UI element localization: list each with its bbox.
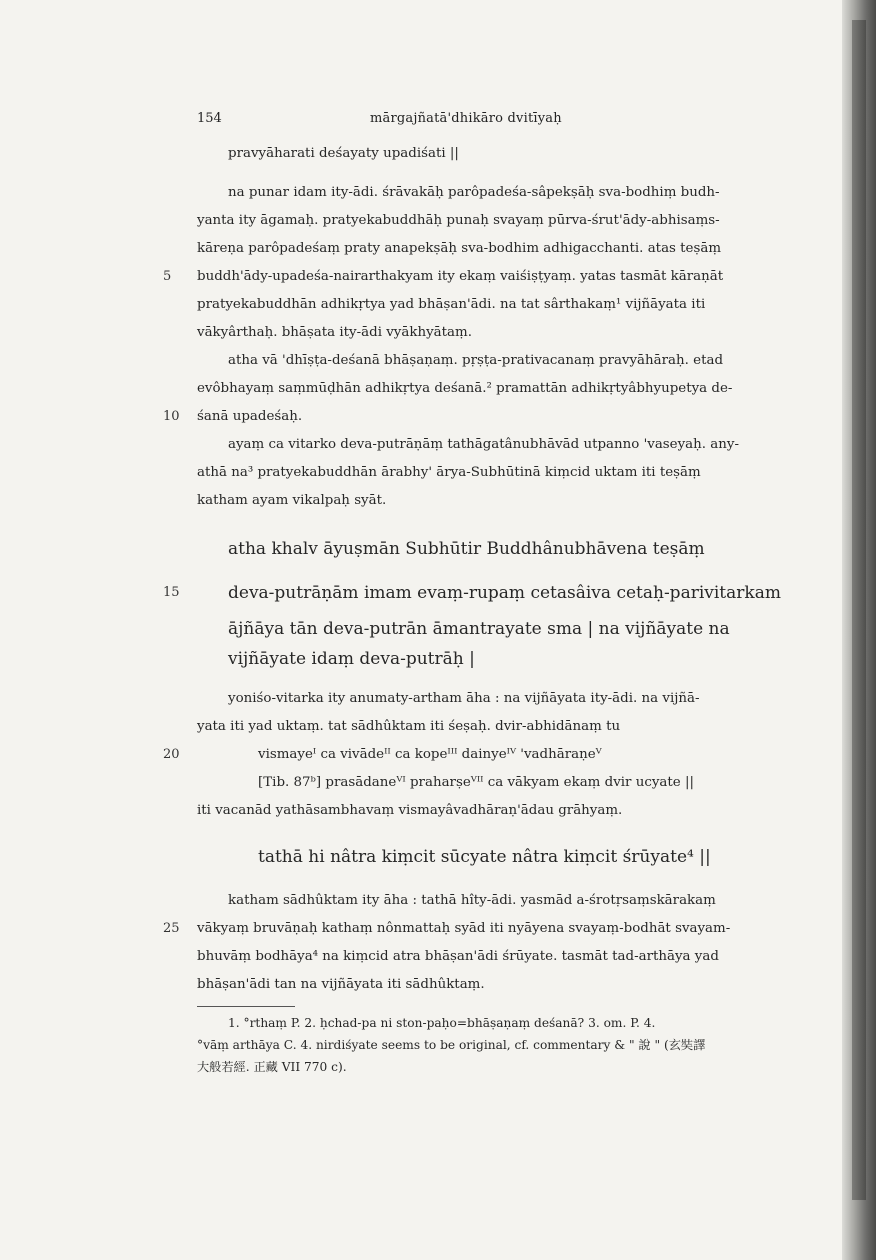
- footnote-line: 大般若經. 正藏 VII 770 c).: [197, 1060, 347, 1074]
- commentary-line: vākyaṃ bruvāṇaḥ kathaṃ nônmattaḥ syād iti nyāyena svayaṃ-bodhāt svayam-: [197, 921, 731, 936]
- commentary-line: bhāṣan'ādi tan na vijñāyata iti sādhûktaṃ.: [197, 977, 485, 992]
- footnote-rule: [197, 1006, 295, 1007]
- commentary-line: yanta ity āgamaḥ. pratyekabuddhāḥ punaḥ svayaṃ pūrva-śrut'ādy-abhisaṃs-: [197, 213, 720, 228]
- sutra-line: tathā hi nâtra kiṃcit sūcyate nâtra kiṃcit śrūyate⁴ ||: [258, 847, 711, 867]
- verse-line: pravyāharati deśayaty upadiśati ||: [228, 146, 459, 161]
- footnote-line: °vāṃ arthāya C. 4. nirdiśyate seems to be original, cf. commentary & " 說 " (玄奘譯: [197, 1038, 706, 1052]
- commentary-line: ayaṃ ca vitarko deva-putrāṇāṃ tathāgatânubhāvād utpanno 'vaseyaḥ. any-: [228, 437, 739, 452]
- commentary-line: iti vacanād yathāsambhavaṃ vismayâvadhāraṇ'ādau grāhyaṃ.: [197, 803, 623, 818]
- commentary-line: athā na³ pratyekabuddhān ārabhy' ārya-Subhūtinā kiṃcid uktam iti teṣāṃ: [197, 465, 701, 480]
- commentary-line: bhuvāṃ bodhāya⁴ na kiṃcid atra bhāṣan'ādi śrūyate. tasmāt tad-arthāya yad: [197, 949, 719, 964]
- sutra-line: ājñāya tān deva-putrān āmantrayate sma | na vijñāyate na: [228, 619, 730, 639]
- scan-edge-binding: [852, 20, 866, 1200]
- commentary-line: pratyekabuddhān adhikṛtya yad bhāṣan'ādi. na tat sârthakaṃ¹ vijñāyata iti: [197, 297, 706, 312]
- line-number: 25: [163, 921, 180, 936]
- commentary-line: evôbhayaṃ saṃmūḍhān adhikṛtya deśanā.² pramattān adhikṛtyâbhyupetya de-: [197, 381, 733, 396]
- quoted-verse-line: [Tib. 87ᵇ] prasādaneⱽᴵ praharṣeⱽᴵᴵ ca vākyam ekaṃ dvir ucyate ||: [258, 775, 694, 790]
- commentary-line: śanā upadeśaḥ.: [197, 409, 303, 424]
- sutra-line: vijñāyate idaṃ deva-putrāḥ |: [228, 649, 475, 669]
- commentary-line: kāreṇa parôpadeśaṃ praty anapekṣāḥ sva-bodhim adhigacchanti. atas teṣāṃ: [197, 241, 722, 256]
- commentary-line: katham ayam vikalpaḥ syāt.: [197, 493, 387, 508]
- commentary-line: vākyârthaḥ. bhāṣata ity-ādi vyākhyātaṃ.: [197, 325, 472, 340]
- commentary-line: buddh'ādy-upadeśa-nairarthakyam ity ekaṃ vaiśiṣṭyaṃ. yatas tasmāt kāraṇāt: [197, 269, 724, 284]
- running-head: mārgajñatā'dhikāro dvitīyaḥ: [370, 111, 562, 126]
- page-number: 154: [197, 111, 222, 126]
- footnote-line: 1. °rthaṃ P. 2. ḥchad-pa ni ston-paḥo=bhāṣaṇaṃ deśanā? 3. om. P. 4.: [228, 1016, 656, 1030]
- sutra-line: atha khalv āyuṣmān Subhūtir Buddhânubhāvena teṣāṃ: [228, 539, 705, 559]
- commentary-line: na punar idam ity-ādi. śrāvakāḥ parôpadeśa-sâpekṣāḥ sva-bodhiṃ budh-: [228, 185, 720, 200]
- commentary-line: atha vā 'dhīṣṭa-deśanā bhāṣaṇaṃ. pṛṣṭa-prativacanaṃ pravyāhāraḥ. etad: [228, 353, 724, 368]
- sutra-line: deva-putrāṇām imam evaṃ-rupaṃ cetasâiva cetaḥ-parivitarkam: [228, 583, 781, 603]
- commentary-line: yoniśo-vitarka ity anumaty-artham āha : na vijñāyata ity-ādi. na vijñā-: [228, 691, 700, 706]
- line-number: 10: [163, 409, 180, 424]
- line-number: 15: [163, 585, 180, 600]
- line-number: 5: [163, 269, 172, 284]
- commentary-line: yata iti yad uktaṃ. tat sādhûktam iti śeṣaḥ. dvir-abhidānaṃ tu: [197, 719, 621, 734]
- commentary-line: katham sādhûktam ity āha : tathā hîty-ādi. yasmād a-śrotṛsaṃskārakaṃ: [228, 893, 716, 908]
- line-number: 20: [163, 747, 180, 762]
- quoted-verse-line: vismayeᴵ ca vivādeᴵᴵ ca kopeᴵᴵᴵ dainyeᴵⱽ 'vadhāraṇeⱽ: [258, 747, 602, 762]
